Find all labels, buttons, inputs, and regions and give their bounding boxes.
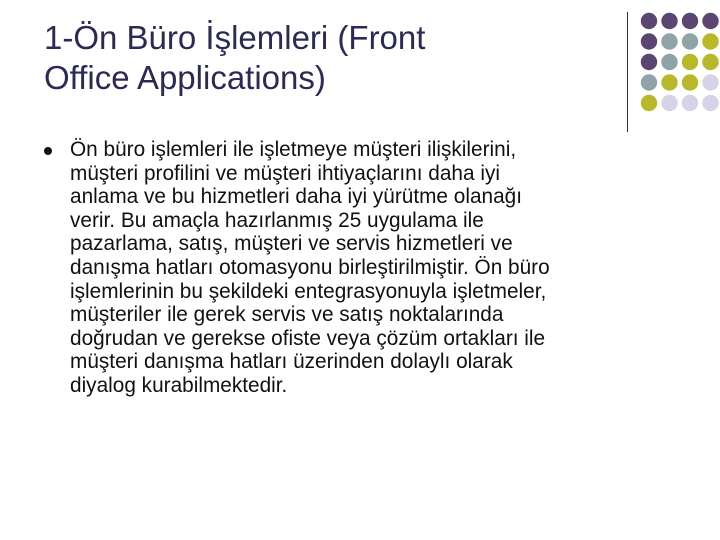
decorative-dot bbox=[682, 54, 698, 70]
bullet-text-line: müşteri profilini ve müşteri ihtiyaçlarını daha iyi bbox=[70, 161, 500, 185]
decorative-dot bbox=[682, 13, 698, 29]
decorative-dot bbox=[682, 33, 698, 49]
slide-title-line-2: Office Applications) bbox=[44, 59, 326, 96]
slide-title-line-1: 1-Ön Büro İşlemleri (Front bbox=[44, 19, 426, 56]
bullet-text-line: anlama ve bu hizmetleri daha iyi yürütme olanağı bbox=[70, 185, 522, 209]
decorative-dot bbox=[641, 13, 657, 29]
decorative-dot bbox=[641, 54, 657, 70]
decorative-dot bbox=[682, 74, 698, 90]
bullet-item bbox=[44, 138, 684, 398]
decorative-dot bbox=[641, 74, 657, 90]
decorative-dot bbox=[702, 95, 718, 111]
decorative-dot bbox=[661, 33, 677, 49]
decorative-dot bbox=[661, 13, 677, 29]
decorative-dot bbox=[702, 33, 718, 49]
bullet-text-line: danışma hatları otomasyonu birleştirilmiştir. Ön büro bbox=[70, 255, 550, 279]
decorative-dot bbox=[702, 13, 718, 29]
bullet-text-line: pazarlama, satış, müşteri ve servis hizmetleri ve bbox=[70, 232, 513, 256]
bullet-icon bbox=[44, 147, 52, 155]
decorative-dot bbox=[702, 54, 718, 70]
bullet-text bbox=[70, 138, 686, 398]
bullet-text-line: müşteriler ile gerek servis ve satış noktalarında bbox=[70, 303, 504, 327]
decorative-dot bbox=[682, 95, 698, 111]
bullet-text-line: doğrudan ve gerekse ofiste veya çözüm ortakları ile bbox=[70, 326, 546, 350]
decorative-dot bbox=[661, 74, 677, 90]
bullet-text-line: verir. Bu amaçla hazırlanmış 25 uygulama ile bbox=[70, 208, 484, 232]
slide-title bbox=[44, 18, 604, 98]
bullet-text-line: müşteri danışma hatları üzerinden dolaylı olarak bbox=[70, 350, 513, 374]
decorative-dot-grid bbox=[640, 12, 720, 117]
decorative-dot bbox=[641, 95, 657, 111]
decorative-vertical-line bbox=[627, 12, 628, 132]
decorative-dot bbox=[661, 95, 677, 111]
decorative-dot bbox=[661, 54, 677, 70]
bullet-text-line: Ön büro işlemleri ile işletmeye müşteri ilişkilerini, bbox=[70, 138, 517, 161]
bullet-text-line: diyalog kurabilmektedir. bbox=[70, 373, 288, 397]
decorative-dot bbox=[641, 33, 657, 49]
decorative-dot bbox=[702, 74, 718, 90]
bullet-text-line: işlemlerinin bu şekildeki entegrasyonuyla işletmeler, bbox=[70, 279, 547, 303]
